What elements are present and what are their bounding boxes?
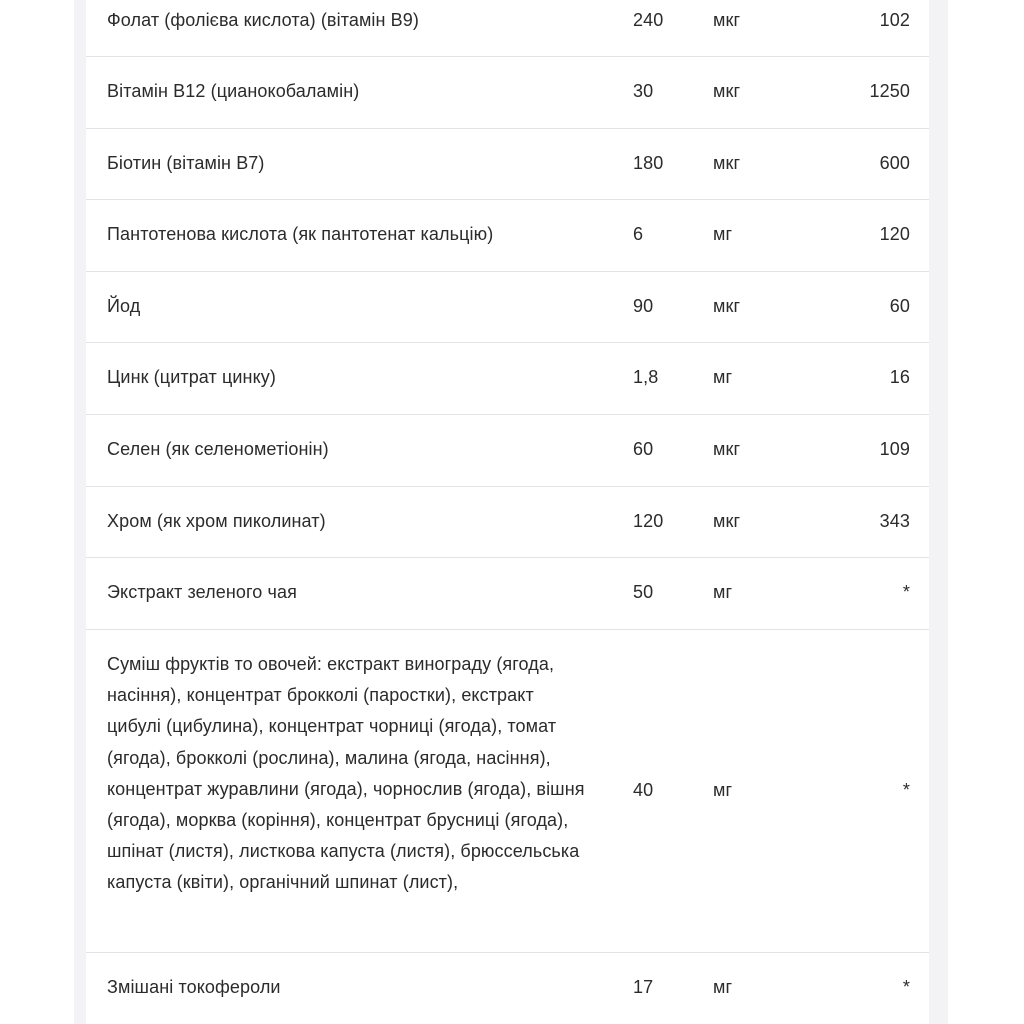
row-name: Пантотенова кислота (як пантотенат кальцію) [107, 224, 494, 244]
row-name: Селен (як селенометіонін) [107, 439, 329, 459]
table-row [86, 415, 929, 487]
row-daily-value: 1250 [869, 81, 910, 101]
row-unit: мг [713, 780, 733, 800]
row-unit: мкг [713, 439, 741, 459]
row-daily-value: 343 [879, 511, 910, 531]
row-unit: мкг [713, 511, 741, 531]
table-row [86, 0, 929, 57]
row-name: Хром (як хром пиколинат) [107, 511, 326, 531]
row-daily-value: * [902, 977, 910, 997]
row-daily-value: 102 [879, 10, 910, 30]
row-unit: мг [713, 582, 733, 602]
row-amount: 240 [633, 10, 664, 30]
row-daily-value: * [902, 780, 910, 800]
table-row [86, 272, 929, 343]
row-name: Фолат (фолієва кислота) (вітамін B9) [107, 10, 419, 30]
row-amount: 40 [633, 780, 654, 800]
row-amount: 180 [633, 153, 664, 173]
row-unit: мг [713, 977, 733, 997]
nutrition-table [86, 0, 929, 1024]
row-amount: 50 [633, 582, 654, 602]
row-amount: 6 [633, 224, 644, 244]
table-row [86, 129, 929, 200]
row-unit: мкг [713, 81, 741, 101]
table-row [86, 630, 929, 953]
row-amount: 120 [633, 511, 664, 531]
row-name: Змішані токофероли [107, 977, 281, 997]
row-amount: 1,8 [633, 367, 659, 387]
row-name: Біотин (вітамін B7) [107, 153, 265, 173]
row-amount: 17 [633, 977, 654, 997]
row-name: Цинк (цитрат цинку) [107, 367, 276, 387]
table-row [86, 953, 929, 1024]
row-amount: 30 [633, 81, 654, 101]
table-row [86, 57, 929, 129]
row-name: Йод [107, 296, 141, 316]
row-daily-value: * [902, 582, 910, 602]
row-unit: мкг [713, 153, 741, 173]
row-unit: мг [713, 367, 733, 387]
table-row [86, 487, 929, 558]
row-name: Экстракт зеленого чая [107, 582, 297, 602]
row-unit: мкг [713, 296, 741, 316]
row-name: Суміш фруктів то овочей: екстракт винограду (ягода, насіння), концентрат брокколі (паростки), екстракт цибулі (цибулина), концентрат чорниці (ягода), томат (ягода), брокколі (рослина), малина (ягода, насіння), концентрат журавлини (ягода), чорнослив (ягода), вішня (ягода), морква (коріння), концентрат брусниці (ягода), шпінат (листя), листкова капуста (листя), брюссельська капуста (квіти), органічний шпинат (лист), [107, 654, 585, 893]
row-amount: 60 [633, 439, 654, 459]
table-row [86, 343, 929, 415]
table-row [86, 200, 929, 272]
row-name: Вітамін B12 (цианокобаламін) [107, 81, 360, 101]
row-daily-value: 109 [879, 439, 910, 459]
row-unit: мг [713, 224, 733, 244]
row-daily-value: 60 [889, 296, 910, 316]
row-daily-value: 120 [879, 224, 910, 244]
row-amount: 90 [633, 296, 654, 316]
row-unit: мкг [713, 10, 741, 30]
row-daily-value: 16 [889, 367, 910, 387]
row-daily-value: 600 [879, 153, 910, 173]
table-row [86, 558, 929, 630]
